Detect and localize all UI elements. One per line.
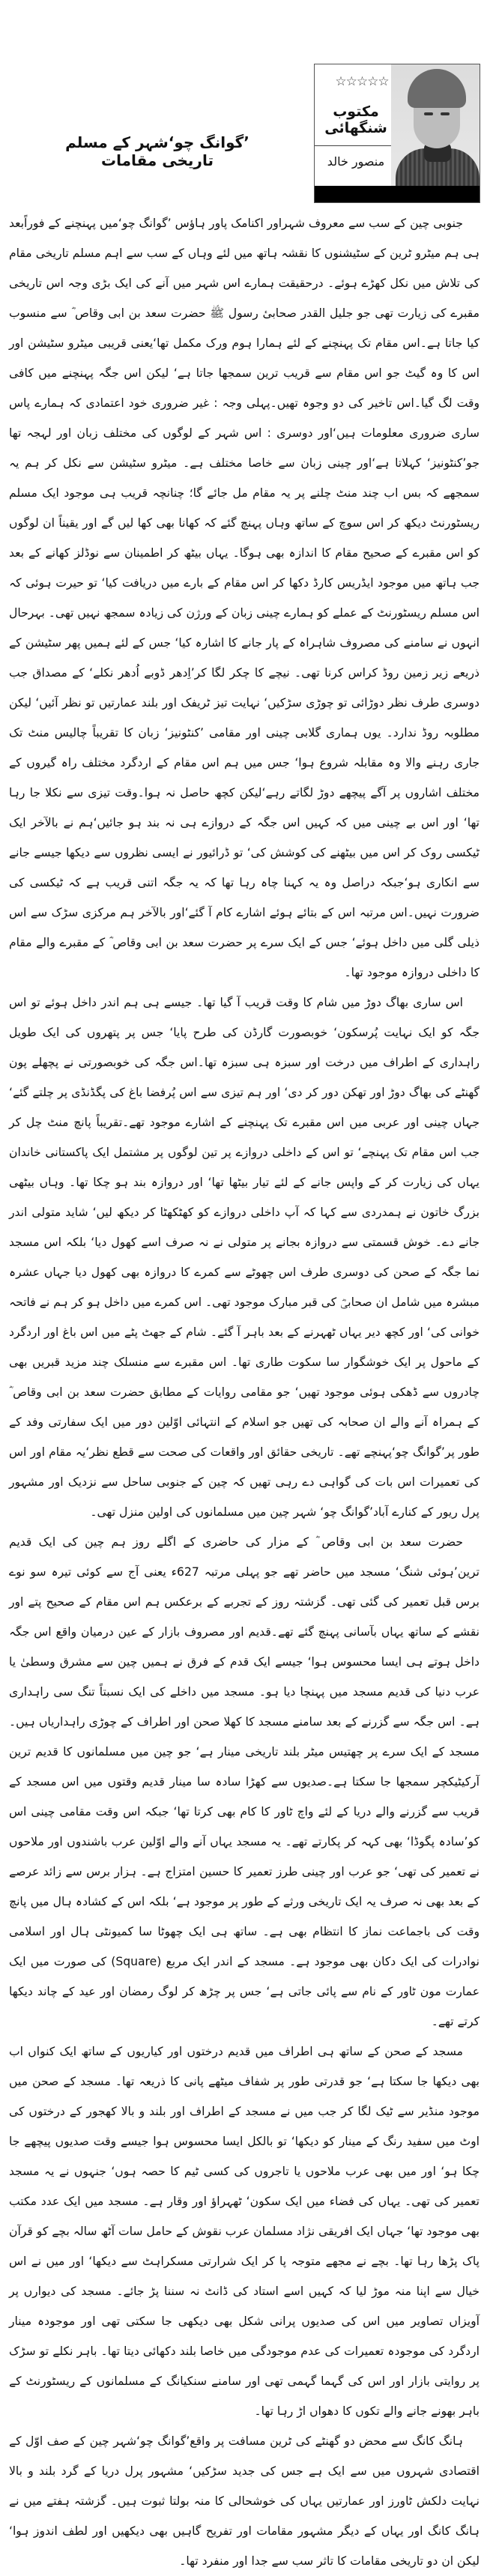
article-title: ’گوانگ چو‘شہر کے مسلم تاریخی مقامات — [65, 133, 249, 169]
paragraph: حضرت سعد بن ابی وقاص ؓ کے مزار کی حاضری کے اگلے روز ہم چین کی ایک قدیم ترین’ہوئی شنگ‘ مسجد میں حاضر تھے جو پہلی مرتبہ 627ء یعنی آج سے کوئی تیرہ سو نوے برس قبل تعمیر کی گئی تھی۔ گزشتہ روز کے تجربے کے برعکس ہم اس مقام کے صحیح پتے اور نقشے کے ساتھ یہاں بآسانی پہنچ گئے تھے۔قدیم اور مصروف بازار کے عین درمیان واقع اس جگہ داخل ہوتے ہی ایسا محسوس ہوا‘ جیسے ایک قدم کے فرق نے ہمیں چین سے مشرق وسطیٰ یا عرب دنیا کی قدیم مسجد میں پہنچا دیا ہو۔ مسجد میں داخلے کی ایک نسبتاً تنگ سی راہداری ہے۔ اس جگہ سے گزرنے کے بعد سامنے مسجد کا کھلا صحن اور اطراف کے چوڑی راہداریاں ہیں۔ مسجد کے ایک سرے پر چھتیس میٹر بلند تاریخی مینار ہے‘ جو چین میں مسلمانوں کا قدیم ترین آرکیٹیکچر سمجھا جا سکتا ہے۔صدیوں سے کھڑا سادہ سا مینار قدیم وقتوں میں اس مسجد کے قریب سے گزرنے والے دریا کے لئے واچ ٹاور کا کام بھی کرتا تھا‘ جبکہ اس وقت مقامی چینی اس کو’سادہ پگوڈا‘ بھی کہہ کر پکارتے تھے۔ یہ مسجد یہاں آنے والے اوّلین عرب باشندوں اور ملاحوں نے تعمیر کی تھی‘ جو عرب اور چینی طرز تعمیر کا حسین امتزاج ہے۔ ہزار برس سے زائد عرصے کے بعد بھی نہ صرف یہ ایک تاریخی ورثے کے طور پر موجود ہے‘ بلکہ اس کے کشادہ ہال میں پانچ وقت کی باجماعت نماز کا انتظام بھی ہے۔ ساتھ ہی ایک چھوٹا سا کمیونٹی ہال اور اسلامی نوادرات کی ایک دکان بھی موجود ہے۔ مسجد کے اندر ایک مربع (Square) کی صورت میں ایک عمارت مون ٹاور کے نام سے پائی جاتی ہے‘ جس پر چڑھ کر لوگ رمضان اور عید کے چاند دیکھا کرتے تھے۔ — [9, 1535, 480, 2028]
paragraph: ہانگ کانگ سے محض دو گھنٹے کی ٹرین مسافت پر واقع’گوانگ چو‘شہر چین کے صف اوّل کے اقتصادی شہروں میں سے ایک ہے جس کی جدید سڑکیں‘ مشہور پرل دریا کے گرد بلند و بالا نہایت دلکش ٹاورز اور عمارتیں یہاں کی خوشحالی کا منہ بولتا ثبوت ہیں۔ گزشتہ ہفتے میں نے ہانگ کانگ اور یہاں کے دیگر مشہور مقامات اور تفریح گاہیں بھی دیکھیں اور لطف اندوز ہوا‘ لیکن ان دو تاریخی مقامات کا تاثر سب سے جدا اور منفرد تھا۔ — [9, 2434, 480, 2568]
paragraph: جنوبی چین کے سب سے معروف شہراور اکنامک پاور ہاؤس ’گوانگ چو‘میں پہنچنے کے فوراًبعد ہی ہم میٹرو ٹرین کے سٹیشنوں کا نقشہ ہاتھ میں لئے وہاں کے سب سے اہم مسلم تاریخی مقام کی تلاش میں نکل کھڑے ہوئے۔ درحقیقت ہمارے اس شہر میں آنے کی ایک بڑی وجہ اس تاریخی مقبرے کی زیارت تھی جو جلیل القدر صحابیٔ رسول ﷺ حضرت سعد بن ابی وقاص ؓ سے منسوب کیا جاتا ہے۔اس مقام تک پہنچنے کے لئے ہمارا ہوم ورک مکمل تھا‘یعنی قریبی میٹرو سٹیشن اور اس کا وہ گیٹ جو اس مقام سے قریب ترین سمجھا جاتا ہے‘ لیکن اس جگہ پہنچنے میں کافی وقت لگ گیا۔اس تاخیر کی دو وجوہ تھیں۔پہلی وجہ : غیر ضروری خود اعتمادی کہ ہمارے پاس ساری ضروری معلومات ہیں‘اور دوسری : اس شہر کے لوگوں کی مختلف زبان اور لہجہ تھا جو’کنٹونیز‘ کہلاتا ہے‘اور چینی زبان سے خاصا مختلف ہے۔ میٹرو سٹیشن سے نکل کر ہم یہ سمجھے کہ بس اب چند منٹ چلنے پر یہ مقام مل جائے گا؛ چنانچہ قریب ہی موجود ایک مسلم ریسٹورنٹ دیکھ کر اس سوچ کے ساتھ وہاں پہنچ گئے کہ کھانا بھی کھا لیں گے اور یقیناً ان لوگوں کو اس مقبرے کے صحیح مقام کا اندازہ بھی ہوگا۔ یہاں بیٹھ کر اطمینان سے نوڈلز کھانے کے بعد جب ہاتھ میں موجود ایڈریس کارڈ دکھا کر اس مقام کے بارے میں دریافت کیا‘ تو حیرت ہوئی کہ اس مسلم ریسٹورنٹ کے عملے کو ہمارے چینی زبان کے ورژن کی زیادہ سمجھ نہیں تھی۔ بہرحال انہوں نے سامنے کی مصروف شاہراہ کے پار جانے کا اشارہ کیا‘ جس کے لئے ہمیں پھر سٹیشن کے ذریعے زیر زمین روڈ کراس کرنا تھی۔ نیچے کا چکر لگا کر’اِدھر ڈوبے اُدھر نکلے‘ کے مصداق جب دوسری طرف نظر دوڑائی تو چوڑی سڑکیں‘ نہایت تیز ٹریفک اور بلند عمارتیں تو نظر آئیں‘ لیکن مطلوبہ روڈ ندارد۔ یوں ہماری گلابی چینی اور مقامی ’کنٹونیز‘ زبان کا تقریباً چالیس منٹ تک جاری رہنے والا وہ مقابلہ شروع ہوا‘ جس میں ہم اس مقام کے اردگرد مختلف راہ گیروں کے مختلف اشاروں پر آگے پیچھے دوڑ لگاتے رہے‘لیکن کچھ حاصل نہ ہوا۔وقت تیزی سے نکلا جا رہا تھا‘ اور اس بے چینی میں کہ کہیں اس جگہ کے دروازے ہی نہ بند ہو جائیں‘ہم نے بالآخر ایک ٹیکسی روک کر اس میں بیٹھنے کی کوشش کی‘ تو ڈرائیور نے ایسی نظروں سے دیکھا جیسے جانے سے انکاری ہو‘جبکہ دراصل وہ یہ کہنا چاہ رہا تھا کہ یہ جگہ اتنی قریب ہے کہ ٹیکسی کی ضرورت نہیں۔اس مرتبہ اس کے بتائے ہوئے اشارے کام آ گئے‘اور بالآخر ہم مرکزی سڑک سے اس ذیلی گلی میں داخل ہوئے‘ جس کے ایک سرے پر حضرت سعد بن ابی وقاص ؓ کے مقبرے والے مقام کا داخلی دروازہ موجود تھا۔ — [9, 217, 480, 979]
photo-eye — [441, 112, 450, 115]
stars-icon: ☆☆☆☆☆ — [335, 74, 389, 89]
photo-eye — [424, 112, 433, 115]
author-photo — [391, 64, 480, 187]
paragraph: مسجد کے صحن کے ساتھ ہی اطراف میں قدیم درختوں اور کیاریوں کے ساتھ ایک کنواں اب بھی دیکھا جا سکتا ہے‘ جو قدرتی طور پر شفاف میٹھے پانی کا ذریعہ تھا۔ مسجد کے صحن میں موجود منڈیر سے ٹیک لگا کر جب میں نے مسجد کے اطراف اور بلند و بالا کھجور کے درختوں کی اوٹ میں سفید رنگ کے مینار کو دیکھا‘ تو بالکل ایسا محسوس ہوا جیسے وقت صدیوں پیچھے جا چکا ہو‘ اور میں بھی عرب ملاحوں یا تاجروں کی کسی ٹیم کا حصہ ہوں‘ جنہوں نے یہ مسجد تعمیر کی تھی۔ یہاں کی فضاء میں ایک سکون‘ ٹھہراؤ اور وقار ہے۔ مسجد میں ایک عدد مکتب بھی موجود تھا‘ جہاں ایک افریقی نژاد مسلمان عرب نقوش کے حامل سات آٹھ سالہ بچے کو قرآن پاک پڑھا رہا تھا۔ بچے نے مجھے متوجہ پا کر ایک شرارتی مسکراہٹ سے دیکھا‘ اور میں نے اس خیال سے اپنا منہ موڑ لیا کہ کہیں اسے استاد کی ڈانٹ نہ سننا پڑ جائے۔ مسجد کی دیوارں پر آویزاں تصاویر میں اس کی صدیوں پرانی شکل بھی دیکھی جا سکتی تھی اور موجودہ مینار اردگرد کی موجودہ تعمیرات کی عدم موجودگی میں خاصا بلند دکھائی دیتا تھا۔ باہر نکلے تو سڑک پر روایتی بازار اور اس کی گہما گہمی تھی اور سامنے سنکیانگ کے مسلمانوں کے ریسٹورنٹ کے باہر بھونے جانے والے تکوں کا دھواں اڑ رہا تھا۔ — [9, 2045, 480, 2418]
column-byline-box — [314, 64, 480, 203]
article-body — [9, 208, 480, 2576]
byline-divider — [315, 145, 397, 146]
column-name: مکتوب شنگھائی — [324, 103, 387, 136]
photo-hair — [408, 69, 466, 108]
paragraph: اس ساری بھاگ دوڑ میں شام کا وقت قریب آ گیا تھا۔ جیسے ہی ہم اندر داخل ہوئے تو اس جگہ کو ایک نہایت پُرسکون‘ خوبصورت گارڈن کی طرح پایا‘ جس پر پتھروں کی ایک طویل راہداری کے اطراف میں درخت اور سبزہ ہی سبزہ تھا۔اس جگہ کی خوبصورتی نے پچھلے پون گھنٹے کی بھاگ دوڑ اور تھکن دور کر دی‘ اور ہم تیزی سے اس پُرفضا باغ کی پگڈنڈی پر چلتے گئے‘ جہاں چینی اور عربی میں اس مقبرے تک پہنچنے کے اشارے موجود تھے۔تقریباً پانچ منٹ چل کر جب اس مقام تک پہنچے‘ تو اس کے داخلی دروازے پر تین لوگوں پر مشتمل ایک پاکستانی خاندان یہاں کی زیارت کر کے واپس جانے کے لئے تیار بیٹھا تھا‘ اور دروازہ بند ہو چکا تھا۔ وہاں بیٹھی بزرگ خاتون نے ہمدردی سے کہا کہ آپ داخلی دروازے کو کھٹکھٹا کر دیکھ لیں‘ شاید متولی اندر جانے دے۔ خوش قسمتی سے دروازہ بجانے پر متولی نے نہ صرف اسے کھول دیا‘ بلکہ اس مسجد نما جگہ کے صحن کی دوسری طرف اس چھوٹے سے کمرے کا دروازہ بھی کھول دیا جہاں عشرہ مبشرہ میں شامل ان صحابیؓ کی قبر مبارک موجود تھی۔ اس کمرے میں داخل ہو کر ہم نے فاتحہ خوانی کی‘ اور کچھ دیر یہاں ٹھہرنے کے بعد باہر آ گئے۔ شام کے جھٹ پٹے میں اس باغ اور اردگرد کے ماحول پر ایک خوشگوار سا سکوت طاری تھا۔ اس مقبرے سے منسلک چند مزید قبریں بھی چادروں سے ڈھکی ہوئی موجود تھیں‘ جو مقامی روایات کے مطابق حضرت سعد بن ابی وقاص ؓ کے ہمراہ آنے والے ان صحابہ کی تھیں جو اسلام کے انتہائی اوّلین دور میں ایک سفارتی وفد کے طور پر’گوانگ چو‘پہنچے تھے۔ تاریخی حقائق اور واقعات کی صحت سے قطع نظر‘یہ مقام اور اس کی تعمیرات اس بات کی گواہی دے رہی تھیں کہ چین کے جنوبی ساحل سے نزدیک اور مشہور پرل ریور کے کنارے آباد’گوانگ چو‘ شہر چین میں مسلمانوں کی اولین منزل تھی۔ — [9, 996, 480, 1519]
byline-black-bar — [315, 186, 480, 202]
author-name: منصور خالد — [327, 154, 385, 169]
